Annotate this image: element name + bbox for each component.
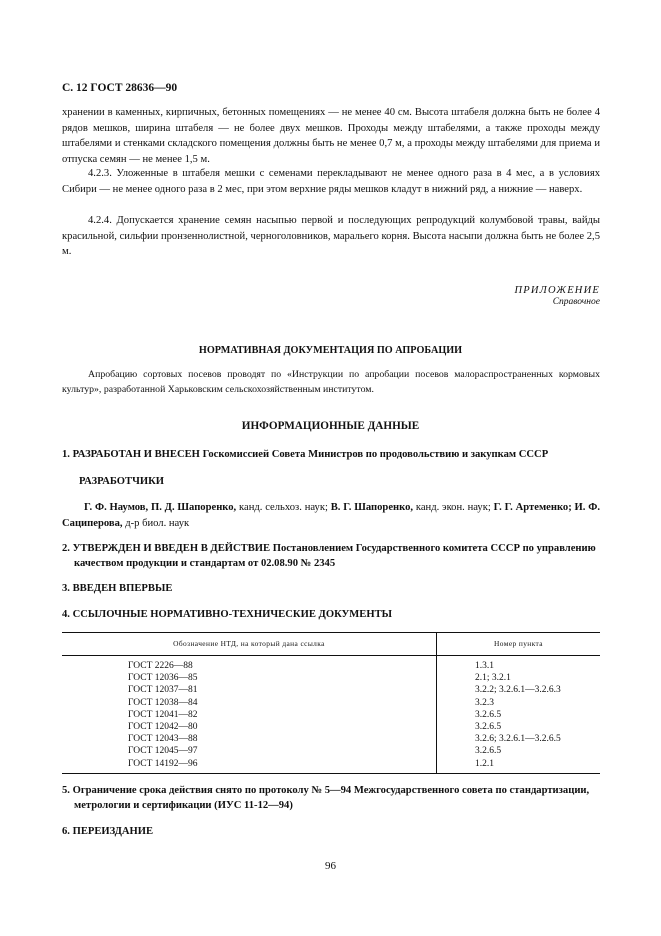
table-cell-item: 3.2.6.5 <box>475 722 502 733</box>
section-5: 5. Ограничение срока действия снято по протоколу № 5—94 Межгосударственного совета по стандартизации, метрологии и сертификации (ИУС 11-12—94) <box>62 785 590 811</box>
appendix-label <box>515 285 601 307</box>
body-paragraph-4-2-3: 4.2.3. Уложенные в штабеля мешки с семенами перекладывают не менее одного раза в 4 мес, а в условиях Сибири — не менее одного раза в 2 мес, при этом верхние ряды мешков кладут в нижний ряд, а нижние — наверх. <box>62 168 600 195</box>
column-header-document: Обозначение НТД, на который дана ссылка <box>62 633 437 656</box>
developer-names-1: Г. Ф. Наумов, П. Д. Шапоренко, <box>84 502 237 513</box>
table-row <box>62 758 600 774</box>
table-row <box>62 697 600 709</box>
body-paragraph-4-2-4: 4.2.4. Допускается хранение семян насыпью первой и последующих репродукций колумбовой травы, вайды красильной, сильфии пронзеннолистной, черноголовников, маральего корня. Высота насыпи должна быть не более 2,5 м. <box>62 215 600 257</box>
developers-title: РАЗРАБОТЧИКИ <box>79 476 165 487</box>
table-cell-document: ГОСТ 12042—80 <box>62 721 437 733</box>
section-1: 1. РАЗРАБОТАН И ВНЕСЕН Госкомиссией Совета Министров по продовольствию и закупкам СССР <box>62 449 549 460</box>
table-cell-item: 3.2.6.5 <box>475 746 502 757</box>
table-cell-item: 3.2.2; 3.2.6.1—3.2.6.3 <box>475 685 561 696</box>
developer-degree-1: канд. сельхоз. наук; <box>236 502 331 513</box>
table-cell-item: 1.2.1 <box>437 758 601 774</box>
table-cell-item: 2.1; 3.2.1 <box>475 673 511 684</box>
table-row <box>62 733 600 745</box>
table-row <box>62 745 600 757</box>
column-header-item: Номер пункта <box>437 633 601 656</box>
table-cell-item: 1.3.1 <box>475 661 494 671</box>
table-header-row <box>62 633 600 656</box>
appendix-title: ПРИЛОЖЕНИЕ <box>514 285 600 296</box>
table-cell-document: ГОСТ 12038—84 <box>62 697 437 709</box>
body-paragraph-1: хранении в каменных, кирпичных, бетонных помещениях — не менее 40 см. Высота штабеля должна быть не более 4 рядов мешков, ширина штабеля — не более двух мешков. Проходы между штабелями, а также проходы между штабелями и стенками складского помещения должны быть не менее 0,7 м, а проходы между штабелями для приема и отпуска семян — не менее 1,5 м. <box>62 107 600 165</box>
table-cell-document: ГОСТ 12041—82 <box>62 709 437 721</box>
table-cell-document: ГОСТ 12045—97 <box>62 745 437 757</box>
table-row <box>62 672 600 684</box>
table-cell-document: ГОСТ 14192—96 <box>62 758 437 774</box>
normative-title: НОРМАТИВНАЯ ДОКУМЕНТАЦИЯ ПО АПРОБАЦИИ <box>198 345 463 356</box>
table-cell-document: ГОСТ 12037—81 <box>62 684 437 696</box>
developer-degree-2: канд. экон. наук; <box>413 502 494 513</box>
table-cell-item: 3.2.3 <box>475 697 494 708</box>
developer-degree-3: д-р биол. наук <box>122 517 190 529</box>
page-number: 96 <box>325 860 336 872</box>
section-4: 4. ССЫЛОЧНЫЕ НОРМАТИВНО-ТЕХНИЧЕСКИЕ ДОКУМЕНТЫ <box>62 609 393 620</box>
info-title: ИНФОРМАЦИОННЫЕ ДАННЫЕ <box>241 420 420 432</box>
developer-names-2: В. Г. Шапоренко, <box>330 502 414 513</box>
references-table <box>62 632 600 774</box>
appendix-subtitle: Справочное <box>552 297 600 307</box>
normative-text: Апробацию сортовых посевов проводят по «Инструкции по апробации посевов малораспространенных кормовых культур», разработанной Харьковским сельскохозяйственным институтом. <box>62 369 600 395</box>
table-row <box>62 721 600 733</box>
table-cell-document: ГОСТ 12036—85 <box>62 672 437 684</box>
table-cell-document: ГОСТ 2226—88 <box>62 656 437 673</box>
developers-list <box>62 500 600 531</box>
table-row <box>62 656 600 673</box>
page-header: С. 12 ГОСТ 28636—90 <box>62 82 178 94</box>
section-2: 2. УТВЕРЖДЕН И ВВЕДЕН В ДЕЙСТВИЕ Постановлением Государственного комитета СССР по управлению качеством продукции и стандартам от 02.08.90 № 2345 <box>62 543 596 569</box>
section-3: 3. ВВЕДЕН ВПЕРВЫЕ <box>62 583 173 594</box>
table-cell-document: ГОСТ 12043—88 <box>62 733 437 745</box>
developer-names-3: Г. Г. Артеменко; И. Ф. Сациперова, <box>62 502 600 529</box>
table-row <box>62 709 600 721</box>
table-cell-item: 3.2.6; 3.2.6.1—3.2.6.5 <box>475 734 561 745</box>
table-cell-item: 3.2.6.5 <box>475 709 502 720</box>
section-6: 6. ПЕРЕИЗДАНИЕ <box>62 826 154 837</box>
table-row <box>62 684 600 696</box>
